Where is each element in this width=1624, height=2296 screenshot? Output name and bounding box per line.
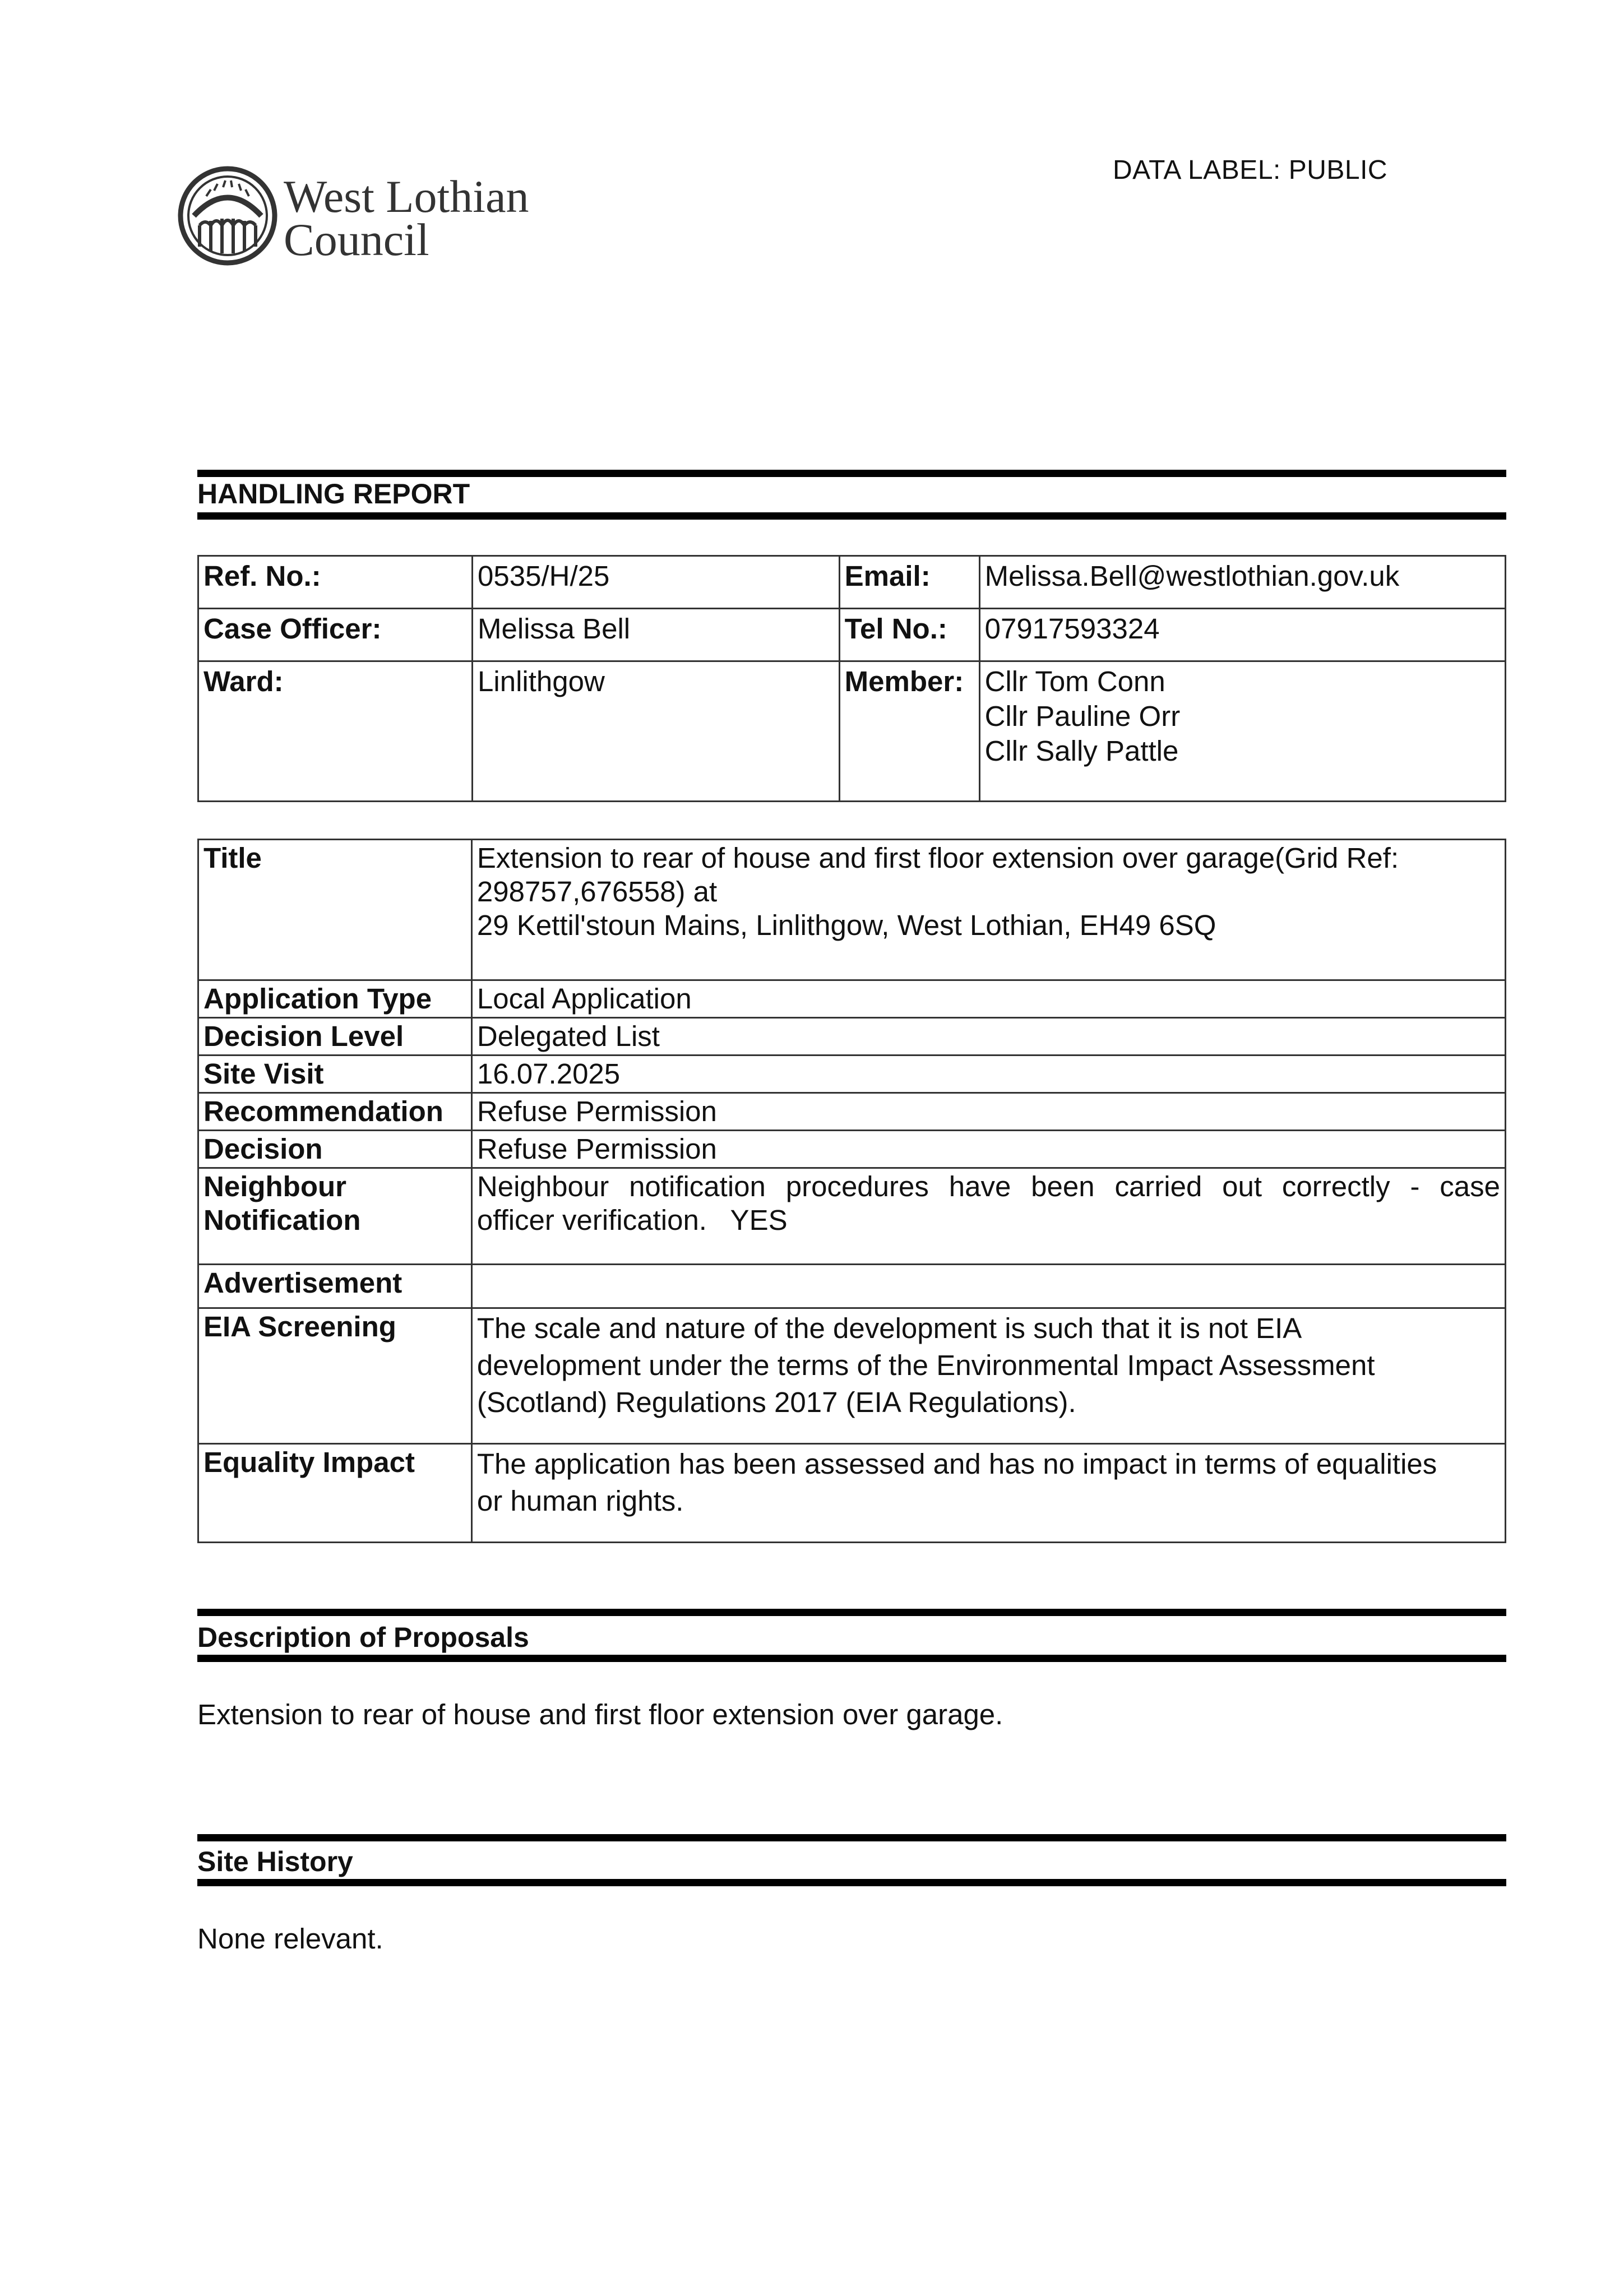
eia-screening-value bbox=[471, 1308, 1505, 1444]
logo-text-line2: Council bbox=[284, 214, 429, 265]
neighbour-label-line: Notification bbox=[203, 1204, 361, 1236]
neighbour-notification-label bbox=[198, 1168, 472, 1265]
description-top-rule bbox=[197, 1609, 1506, 1616]
title-label: Title bbox=[198, 840, 472, 980]
description-bottom-rule bbox=[197, 1655, 1506, 1662]
advertisement-label: Advertisement bbox=[198, 1265, 472, 1308]
site-visit-label: Site Visit bbox=[198, 1056, 472, 1093]
decision-value: Refuse Permission bbox=[471, 1131, 1505, 1168]
table-row bbox=[198, 1444, 1506, 1543]
member-name: Cllr Pauline Orr bbox=[984, 700, 1181, 732]
tel-value: 07917593324 bbox=[979, 609, 1505, 661]
heading-top-rule bbox=[197, 470, 1506, 477]
application-type-value: Local Application bbox=[471, 980, 1505, 1018]
eia-line: The scale and nature of the development is such that it is not EIA bbox=[476, 1312, 1302, 1344]
decision-level-value: Delegated List bbox=[471, 1018, 1505, 1056]
table-row bbox=[198, 840, 1506, 980]
table-row bbox=[198, 1168, 1506, 1265]
table-row bbox=[198, 1131, 1506, 1168]
title-line: 29 Kettil'stoun Mains, Linlithgow, West Lothian, EH49 6SQ bbox=[476, 909, 1216, 941]
table-row bbox=[198, 1056, 1506, 1093]
neighbour-line: Neighbour notification procedures have been carried out correctly - case bbox=[476, 1170, 1500, 1202]
case-officer-value: Melissa Bell bbox=[473, 609, 840, 661]
equality-line: The application has been assessed and has no impact in terms of equalities bbox=[476, 1448, 1437, 1480]
council-crest-icon bbox=[177, 163, 558, 269]
neighbour-line: officer verification. YES bbox=[476, 1204, 788, 1236]
table-row bbox=[198, 980, 1506, 1018]
equality-line: or human rights. bbox=[476, 1485, 684, 1517]
table-row bbox=[198, 1265, 1506, 1308]
ward-value: Linlithgow bbox=[473, 661, 840, 802]
site-history-bottom-rule bbox=[197, 1879, 1506, 1886]
contact-table bbox=[197, 555, 1506, 802]
table-row bbox=[198, 661, 1506, 802]
tel-label: Tel No.: bbox=[839, 609, 979, 661]
member-list bbox=[979, 661, 1505, 802]
member-label: Member: bbox=[839, 661, 979, 802]
description-text: Extension to rear of house and first floor extension over garage. bbox=[197, 1698, 1003, 1730]
site-history-heading: Site History bbox=[197, 1846, 353, 1877]
email-label: Email: bbox=[839, 556, 979, 609]
recommendation-label: Recommendation bbox=[198, 1093, 472, 1131]
neighbour-label-line: Neighbour bbox=[203, 1170, 346, 1202]
application-type-label: Application Type bbox=[198, 980, 472, 1018]
member-name: Cllr Tom Conn bbox=[984, 665, 1165, 697]
case-officer-label: Case Officer: bbox=[198, 609, 473, 661]
member-name: Cllr Sally Pattle bbox=[984, 735, 1179, 767]
eia-screening-label: EIA Screening bbox=[198, 1308, 472, 1444]
equality-impact-value bbox=[471, 1444, 1505, 1543]
ref-value: 0535/H/25 bbox=[473, 556, 840, 609]
heading-bottom-rule bbox=[197, 512, 1506, 520]
title-line: 298757,676558) at bbox=[476, 876, 718, 908]
equality-impact-label: Equality Impact bbox=[198, 1444, 472, 1543]
advertisement-value bbox=[471, 1265, 1505, 1308]
site-history-top-rule bbox=[197, 1834, 1506, 1841]
site-history-text: None relevant. bbox=[197, 1923, 383, 1955]
data-label: DATA LABEL: PUBLIC bbox=[1113, 155, 1388, 185]
description-heading: Description of Proposals bbox=[197, 1622, 529, 1653]
table-row bbox=[198, 1308, 1506, 1444]
table-row bbox=[198, 1018, 1506, 1056]
table-row bbox=[198, 556, 1506, 609]
email-value[interactable]: Melissa.Bell@westlothian.gov.uk bbox=[979, 556, 1505, 609]
report-title: HANDLING REPORT bbox=[197, 478, 470, 510]
neighbour-notification-value bbox=[471, 1168, 1505, 1265]
eia-line: development under the terms of the Environmental Impact Assessment bbox=[476, 1349, 1375, 1381]
details-table bbox=[197, 839, 1506, 1543]
decision-label: Decision bbox=[198, 1131, 472, 1168]
ward-label: Ward: bbox=[198, 661, 473, 802]
decision-level-label: Decision Level bbox=[198, 1018, 472, 1056]
table-row bbox=[198, 609, 1506, 661]
recommendation-value: Refuse Permission bbox=[471, 1093, 1505, 1131]
eia-line: (Scotland) Regulations 2017 (EIA Regulations). bbox=[476, 1386, 1076, 1418]
council-logo bbox=[177, 163, 558, 269]
title-line: Extension to rear of house and first floor extension over garage(Grid Ref: bbox=[476, 842, 1399, 874]
title-value bbox=[471, 840, 1505, 980]
table-row bbox=[198, 1093, 1506, 1131]
ref-label: Ref. No.: bbox=[198, 556, 473, 609]
site-visit-value: 16.07.2025 bbox=[471, 1056, 1505, 1093]
logo-text-line1: West Lothian bbox=[284, 171, 529, 222]
